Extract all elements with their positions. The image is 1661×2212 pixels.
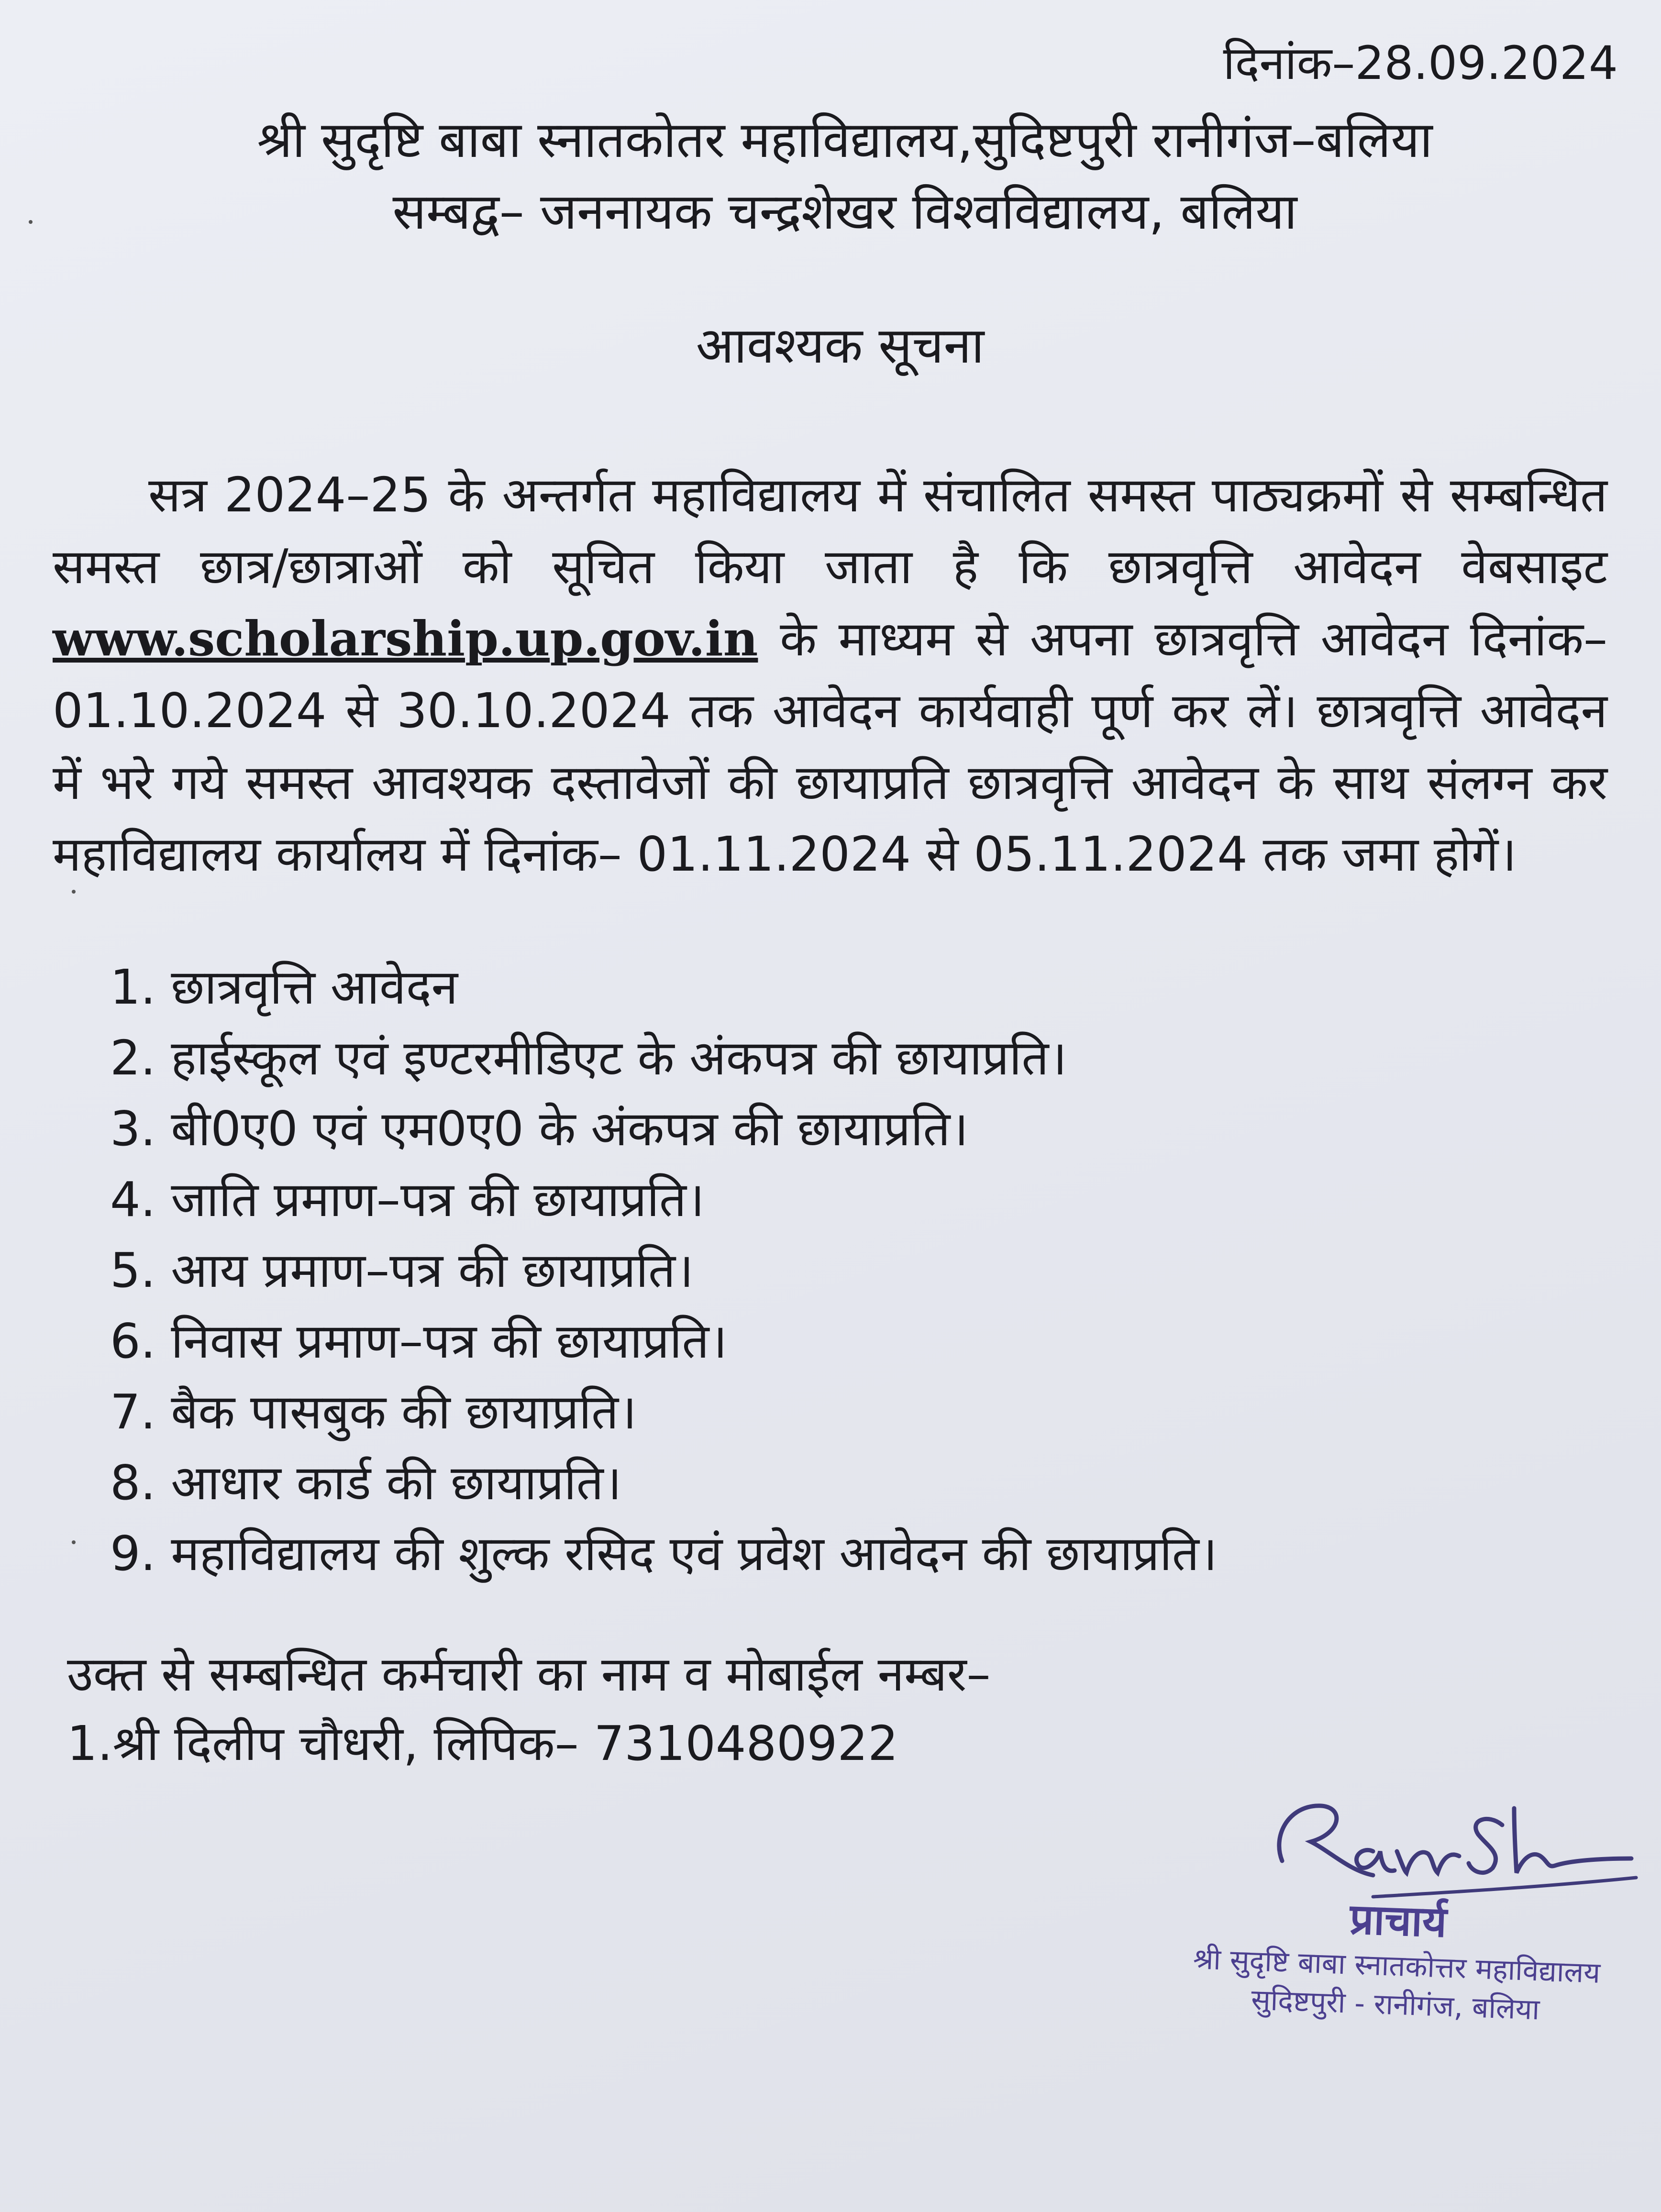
- notice-body-part2: के माध्यम से अपना छात्रवृत्ति आवेदन दिनांक– 01.10.2024 से 30.10.2024 तक आवेदन कार्यवाही पूर्ण कर लें। छात्रवृत्ति आवेदन में भरे गये समस्त आवश्यक दस्तावेजों की छायाप्रति छात्रवृत्ति आवेदन के साथ संलग्न कर महाविद्यालय कार्यालय में दिनांक– 01.11.2024 से 05.11.2024 तक जमा होगें।: [53, 611, 1607, 882]
- notice-date: दिनांक–28.09.2024: [1223, 36, 1618, 90]
- notice-body: [53, 459, 1607, 890]
- required-documents-list: [110, 952, 1218, 1589]
- document-item: 8. आधार कार्ड की छायाप्रति।: [110, 1455, 622, 1511]
- stamp-college: श्री सुदृष्टि बाबा स्नातकोत्तर महाविद्यालय: [1192, 1942, 1601, 1990]
- document-item: 4. जाति प्रमाण–पत्र की छायाप्रति।: [110, 1172, 705, 1228]
- contact-person: 1.श्री दिलीप चौधरी, लिपिक– 7310480922: [67, 1715, 898, 1771]
- document-item: 7. बैक पासबुक की छायाप्रति।: [110, 1384, 637, 1440]
- principal-stamp: [1156, 1886, 1639, 2033]
- scholarship-website-link[interactable]: www.scholarship.up.gov.in: [53, 610, 758, 667]
- document-item: 3. बी0ए0 एवं एम0ए0 के अंकपत्र की छायाप्रति।: [110, 1101, 969, 1157]
- paper-speck: [72, 1540, 76, 1544]
- document-item: 9. महाविद्यालय की शुल्क रसिद एवं प्रवेश आवेदन की छायाप्रति।: [110, 1526, 1218, 1582]
- college-affiliation: सम्बद्व– जननायक चन्द्रशेखर विश्वविद्यालय, बलिया: [392, 182, 1297, 241]
- notice-body-part1: सत्र 2024–25 के अन्तर्गत महाविद्यालय में संचालित समस्त पाठ्यक्रमों से सम्बन्धित समस्त छात्र/छात्राओं को सूचित किया जाता है कि छात्रवृत्ति आवेदन वेबसाइट: [53, 467, 1607, 595]
- document-item: 1. छात्रवृत्ति आवेदन: [110, 959, 458, 1015]
- document-item: 2. हाईस्कूल एवं इण्टरमीडिएट के अंकपत्र की छायाप्रति।: [110, 1030, 1067, 1086]
- notice-title: आवश्यक सूचना: [696, 316, 985, 375]
- paper-speck: [29, 220, 33, 224]
- stamp-title: प्राचार्य: [1349, 1894, 1448, 1947]
- contact-heading: उक्त से सम्बन्धित कर्मचारी का नाम व मोबाईल नम्बर–: [67, 1646, 991, 1702]
- stamp-address: सुदिष्टपुरी - रानीगंज, बलिया: [1251, 1983, 1540, 2027]
- document-item: 5. आय प्रमाण–पत्र की छायाप्रति।: [110, 1242, 694, 1298]
- paper-speck: [72, 890, 76, 894]
- principal-signature: [1253, 1780, 1646, 1904]
- college-name: श्री सुदृष्टि बाबा स्नातकोतर महाविद्यालय,सुदिष्टपुरी रानीगंज–बलिया: [257, 111, 1433, 169]
- document-item: 6. निवास प्रमाण–पत्र की छायाप्रति।: [110, 1313, 728, 1369]
